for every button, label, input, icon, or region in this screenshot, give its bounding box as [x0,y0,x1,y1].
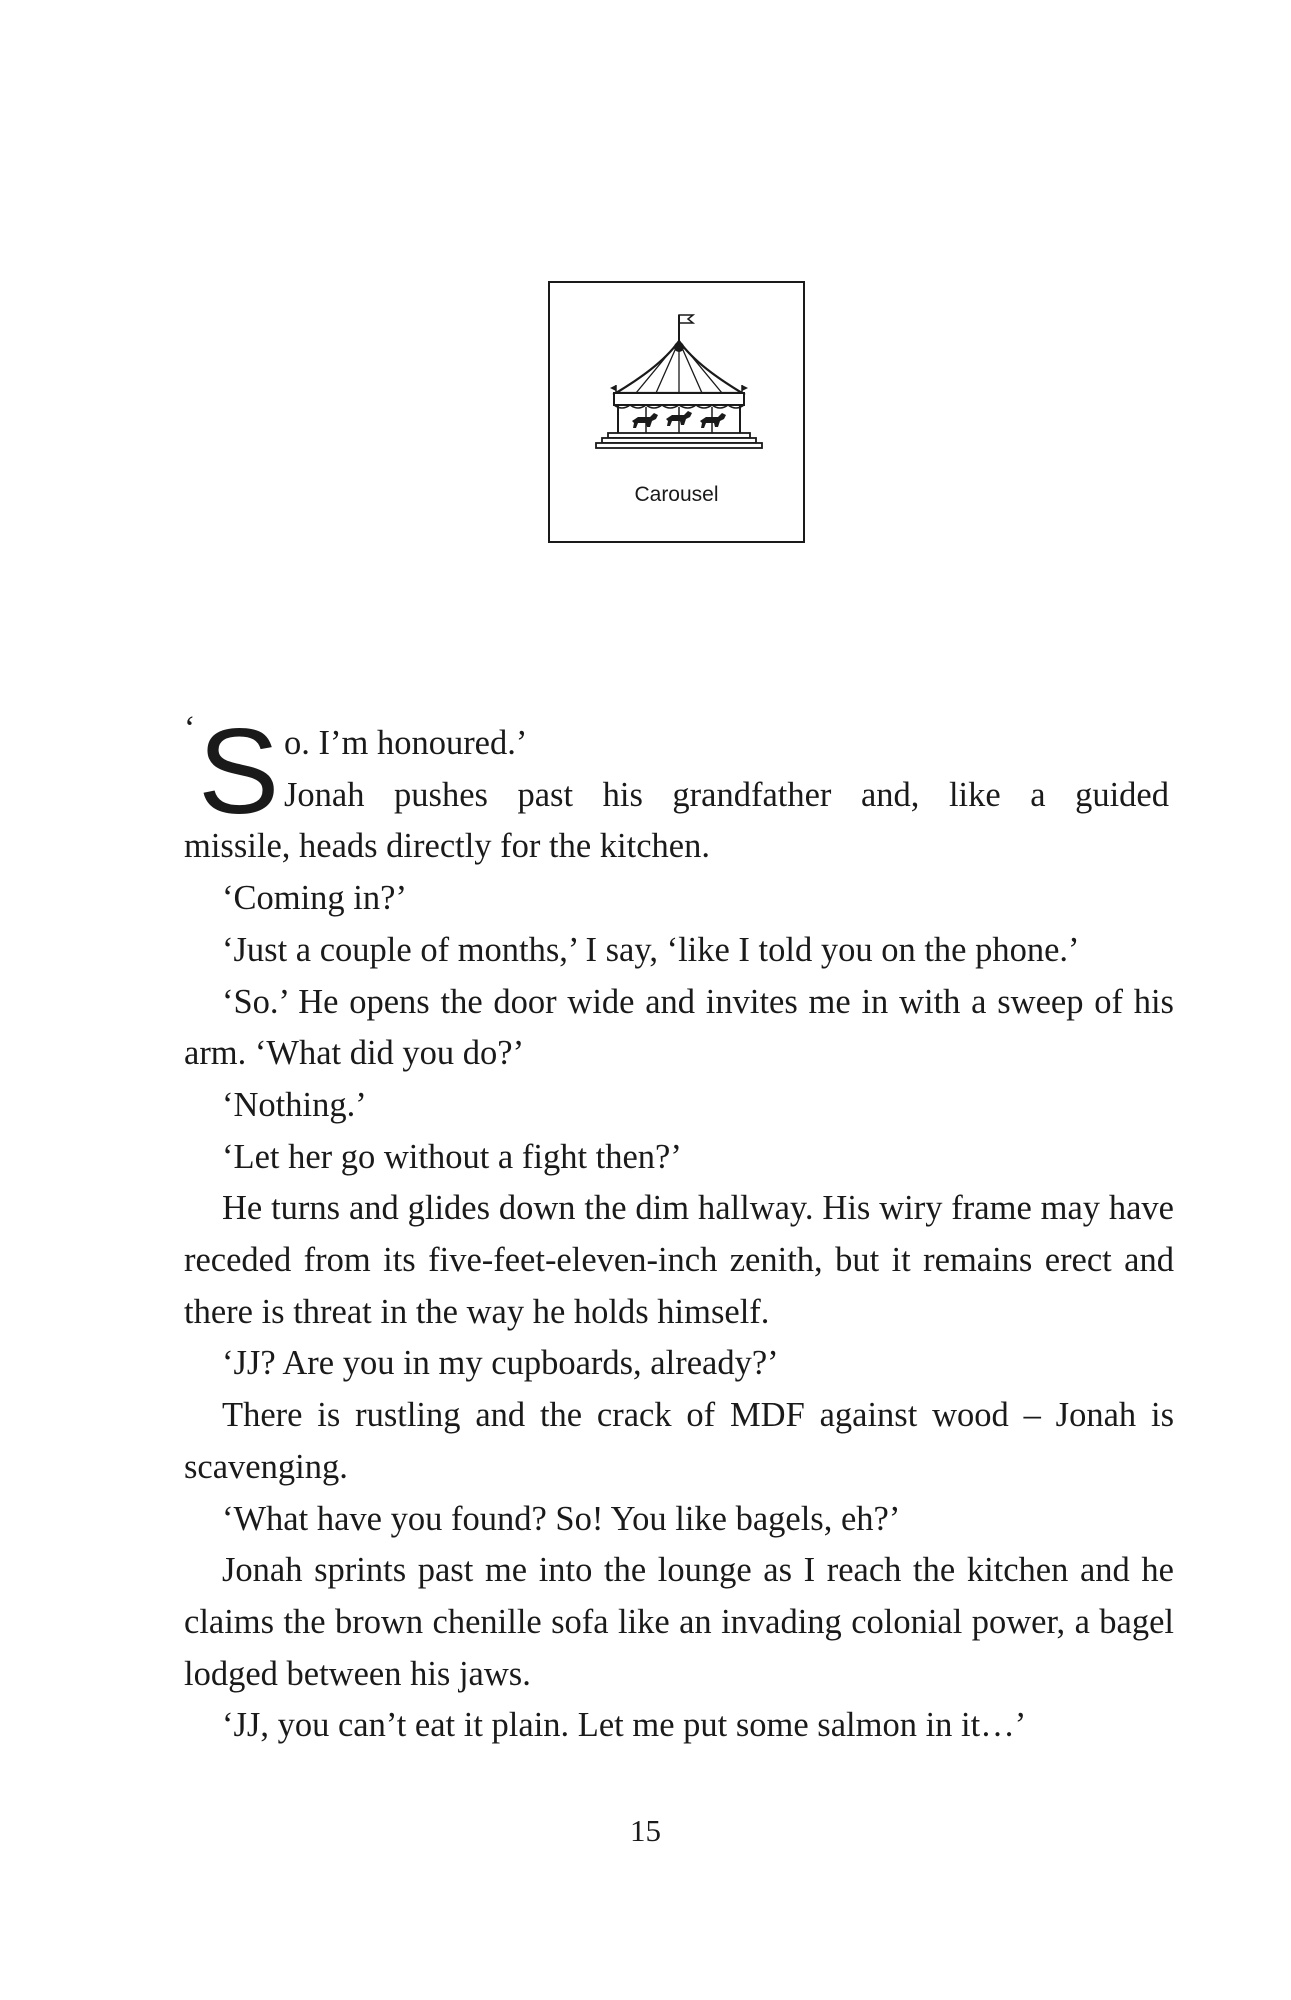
third-line: missile, heads directly for the kitchen. [184,827,710,866]
paragraph: He turns and glides down the dim hallway. His wiry frame may have receded from its five-feet-eleven-inch zenith, but it remains erect and there is threat in the way he holds himself. [184,1189,1174,1331]
paragraph: ‘What have you found? So! You like bagels, eh?’ [222,1499,901,1538]
carousel-icon [594,307,764,457]
paragraph: ‘Just a couple of months,’ I say, ‘like I told you on the phone.’ [222,930,1080,969]
paragraph: ‘JJ, you can’t eat it plain. Let me put some salmon in it…’ [222,1706,1027,1745]
drop-cap-letter: S [198,703,280,839]
paragraph: Jonah sprints past me into the lounge as I reach the kitchen and he claims the brown chenille sofa like an invading colonial power, a bagel lodged between his jaws. [184,1551,1174,1693]
paragraph: ‘Coming in?’ [222,879,407,918]
drop-cap [184,703,284,839]
paragraph: ‘JJ? Are you in my cupboards, already?’ [222,1344,779,1383]
paragraph: ‘Nothing.’ [222,1085,367,1124]
paragraph: ‘Let her go without a fight then?’ [222,1137,682,1176]
drop-cap-quote: ‘ [184,710,196,747]
chapter-title: Carousel [634,483,719,506]
body-text [184,703,1174,1752]
paragraph [184,718,1174,873]
chapter-heading-box [548,281,805,543]
paragraph: There is rustling and the crack of MDF against wood – Jonah is scavenging. [184,1396,1174,1486]
second-line: Jonah pushes past his grandfather and, like a guided [284,775,1169,814]
first-line: o. I’m honoured.’ [284,724,528,762]
page-number: 15 [630,1813,661,1848]
paragraph: ‘So.’ He opens the door wide and invites me in with a sweep of his arm. ‘What did you do?’ [184,982,1174,1073]
